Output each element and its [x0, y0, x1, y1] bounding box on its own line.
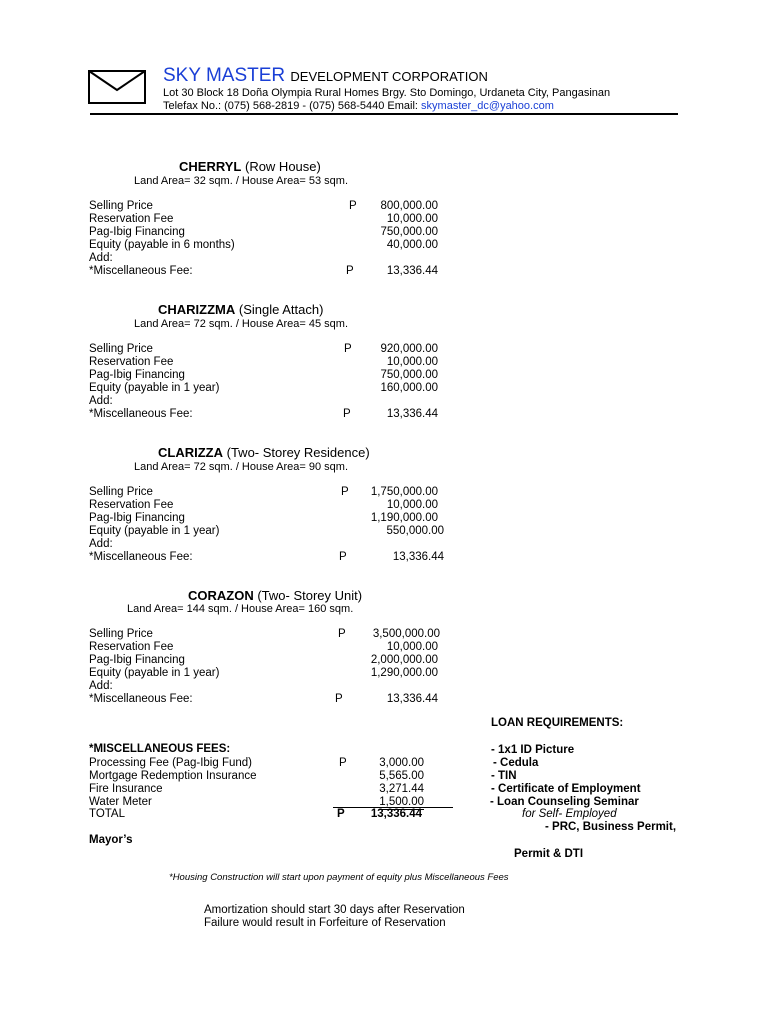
- label-add: Add:: [89, 538, 113, 550]
- label-add: Add:: [89, 252, 113, 264]
- self-employed-note: for Self- Employed: [522, 808, 617, 820]
- peso-mark: P: [346, 265, 354, 277]
- unit-title: [158, 445, 370, 460]
- company-address: Lot 30 Block 18 Doña Olympia Rural Homes Brgy. Sto Domingo, Urdaneta City, Pangasinan: [163, 87, 611, 99]
- peso-mark: P: [349, 200, 357, 212]
- mayors-label: Mayor’s: [89, 834, 133, 846]
- loan-item-prc: - PRC, Business Permit,: [545, 821, 677, 833]
- peso-mark: P: [343, 408, 351, 420]
- peso-mark: P: [341, 486, 349, 498]
- misc-item-label: Water Meter: [89, 796, 152, 808]
- peso-mark: P: [339, 757, 347, 769]
- reservation-value: 10,000.00: [386, 499, 438, 511]
- equity-value: 1,290,000.00: [370, 667, 438, 679]
- misc-item-amount: 1,500.00: [379, 796, 424, 808]
- misc-fees-heading: *MISCELLANEOUS FEES:: [89, 743, 231, 755]
- unit-area: Land Area= 32 sqm. / House Area= 53 sqm.: [134, 175, 349, 187]
- loan-item-permit: Permit & DTI: [514, 848, 584, 860]
- loan-item: - 1x1 ID Picture: [491, 744, 575, 756]
- label-equity: Equity (payable in 1 year): [89, 667, 220, 679]
- label-pagibig: Pag-Ibig Financing: [89, 226, 185, 238]
- label-equity: Equity (payable in 6 months): [89, 239, 235, 251]
- label-add: Add:: [89, 395, 113, 407]
- label-pagibig: Pag-Ibig Financing: [89, 654, 185, 666]
- selling-price-value: 920,000.00: [380, 343, 438, 355]
- total-label: TOTAL: [89, 808, 125, 820]
- loan-item: - Cedula: [493, 757, 539, 769]
- label-selling-price: Selling Price: [89, 628, 153, 640]
- unit-type: (Two- Storey Residence): [226, 445, 370, 460]
- label-misc-fee: *Miscellaneous Fee:: [89, 408, 193, 420]
- brand-name: SKY MASTER: [163, 65, 286, 86]
- label-misc-fee: *Miscellaneous Fee:: [89, 551, 193, 563]
- misc-item-label: Fire Insurance: [89, 783, 163, 795]
- pagibig-value: 1,190,000.00: [370, 512, 438, 524]
- misc-item-amount: 5,565.00: [379, 770, 424, 782]
- label-equity: Equity (payable in 1 year): [89, 525, 220, 537]
- misc-value: 13,336.44: [386, 693, 438, 705]
- unit-title: [188, 588, 362, 603]
- company-name: [163, 65, 488, 88]
- label-misc-fee: *Miscellaneous Fee:: [89, 693, 193, 705]
- forfeiture-note: Failure would result in Forfeiture of Reservation: [204, 917, 446, 929]
- pagibig-value: 750,000.00: [380, 369, 438, 381]
- company-address-block: [163, 87, 610, 113]
- unit-area: Land Area= 72 sqm. / House Area= 45 sqm.: [134, 318, 349, 330]
- unit-area: Land Area= 144 sqm. / House Area= 160 sqm.: [127, 603, 354, 615]
- label-pagibig: Pag-Ibig Financing: [89, 369, 185, 381]
- unit-title: [158, 302, 323, 317]
- label-reservation-fee: Reservation Fee: [89, 356, 174, 368]
- label-equity: Equity (payable in 1 year): [89, 382, 220, 394]
- pagibig-value: 2,000,000.00: [370, 654, 438, 666]
- email-link[interactable]: skymaster_dc@yahoo.com: [421, 100, 554, 112]
- label-reservation-fee: Reservation Fee: [89, 641, 174, 653]
- label-reservation-fee: Reservation Fee: [89, 499, 174, 511]
- label-pagibig: Pag-Ibig Financing: [89, 512, 185, 524]
- telefax: Telefax No.: (075) 568-2819 - (075) 568-5440 Email:: [163, 100, 418, 112]
- label-selling-price: Selling Price: [89, 200, 153, 212]
- misc-item-label: Mortgage Redemption Insurance: [89, 770, 257, 782]
- misc-item-amount: 3,000.00: [379, 757, 424, 769]
- loan-requirements-heading: LOAN REQUIREMENTS:: [491, 717, 624, 729]
- misc-value: 13,336.44: [392, 551, 444, 563]
- reservation-value: 10,000.00: [386, 641, 438, 653]
- unit-type: (Row House): [244, 159, 321, 174]
- peso-mark: P: [339, 551, 347, 563]
- unit-title: [179, 159, 321, 174]
- label-add: Add:: [89, 680, 113, 692]
- label-selling-price: Selling Price: [89, 486, 153, 498]
- misc-item-amount: 3,271.44: [379, 783, 424, 795]
- brand-suffix: DEVELOPMENT CORPORATION: [290, 69, 488, 84]
- equity-value: 550,000.00: [386, 525, 444, 537]
- misc-value: 13,336.44: [386, 408, 438, 420]
- company-contact: [163, 100, 610, 113]
- label-selling-price: Selling Price: [89, 343, 153, 355]
- amortization-note: Amortization should start 30 days after Reservation: [204, 904, 465, 916]
- loan-item: - Certificate of Employment: [491, 783, 641, 795]
- selling-price-value: 800,000.00: [380, 200, 438, 212]
- equity-value: 160,000.00: [380, 382, 438, 394]
- header-divider: [90, 113, 678, 115]
- unit-area: Land Area= 72 sqm. / House Area= 90 sqm.: [134, 461, 349, 473]
- peso-mark: P: [338, 628, 346, 640]
- total-amount: 13,336.44: [370, 808, 422, 820]
- loan-item: - Loan Counseling Seminar: [490, 796, 639, 808]
- equity-value: 40,000.00: [386, 239, 438, 251]
- unit-name: CHERRYL: [179, 159, 242, 174]
- unit-type: (Single Attach): [238, 302, 324, 317]
- reservation-value: 10,000.00: [386, 213, 438, 225]
- peso-mark: P: [335, 693, 343, 705]
- pagibig-value: 750,000.00: [380, 226, 438, 238]
- unit-name: CLARIZZA: [158, 445, 223, 460]
- misc-value: 13,336.44: [386, 265, 438, 277]
- housing-note: *Housing Construction will start upon payment of equity plus Miscellaneous Fees: [169, 872, 509, 883]
- selling-price-value: 1,750,000.00: [370, 486, 438, 498]
- misc-item-label: Processing Fee (Pag-Ibig Fund): [89, 757, 252, 769]
- reservation-value: 10,000.00: [386, 356, 438, 368]
- loan-item: - TIN: [491, 770, 517, 782]
- peso-mark: P: [337, 808, 345, 820]
- selling-price-value: 3,500,000.00: [372, 628, 440, 640]
- unit-type: (Two- Storey Unit): [257, 588, 363, 603]
- unit-name: CORAZON: [188, 588, 254, 603]
- label-reservation-fee: Reservation Fee: [89, 213, 174, 225]
- envelope-icon: [88, 70, 146, 104]
- peso-mark: P: [344, 343, 352, 355]
- unit-name: CHARIZZMA: [158, 302, 236, 317]
- label-misc-fee: *Miscellaneous Fee:: [89, 265, 193, 277]
